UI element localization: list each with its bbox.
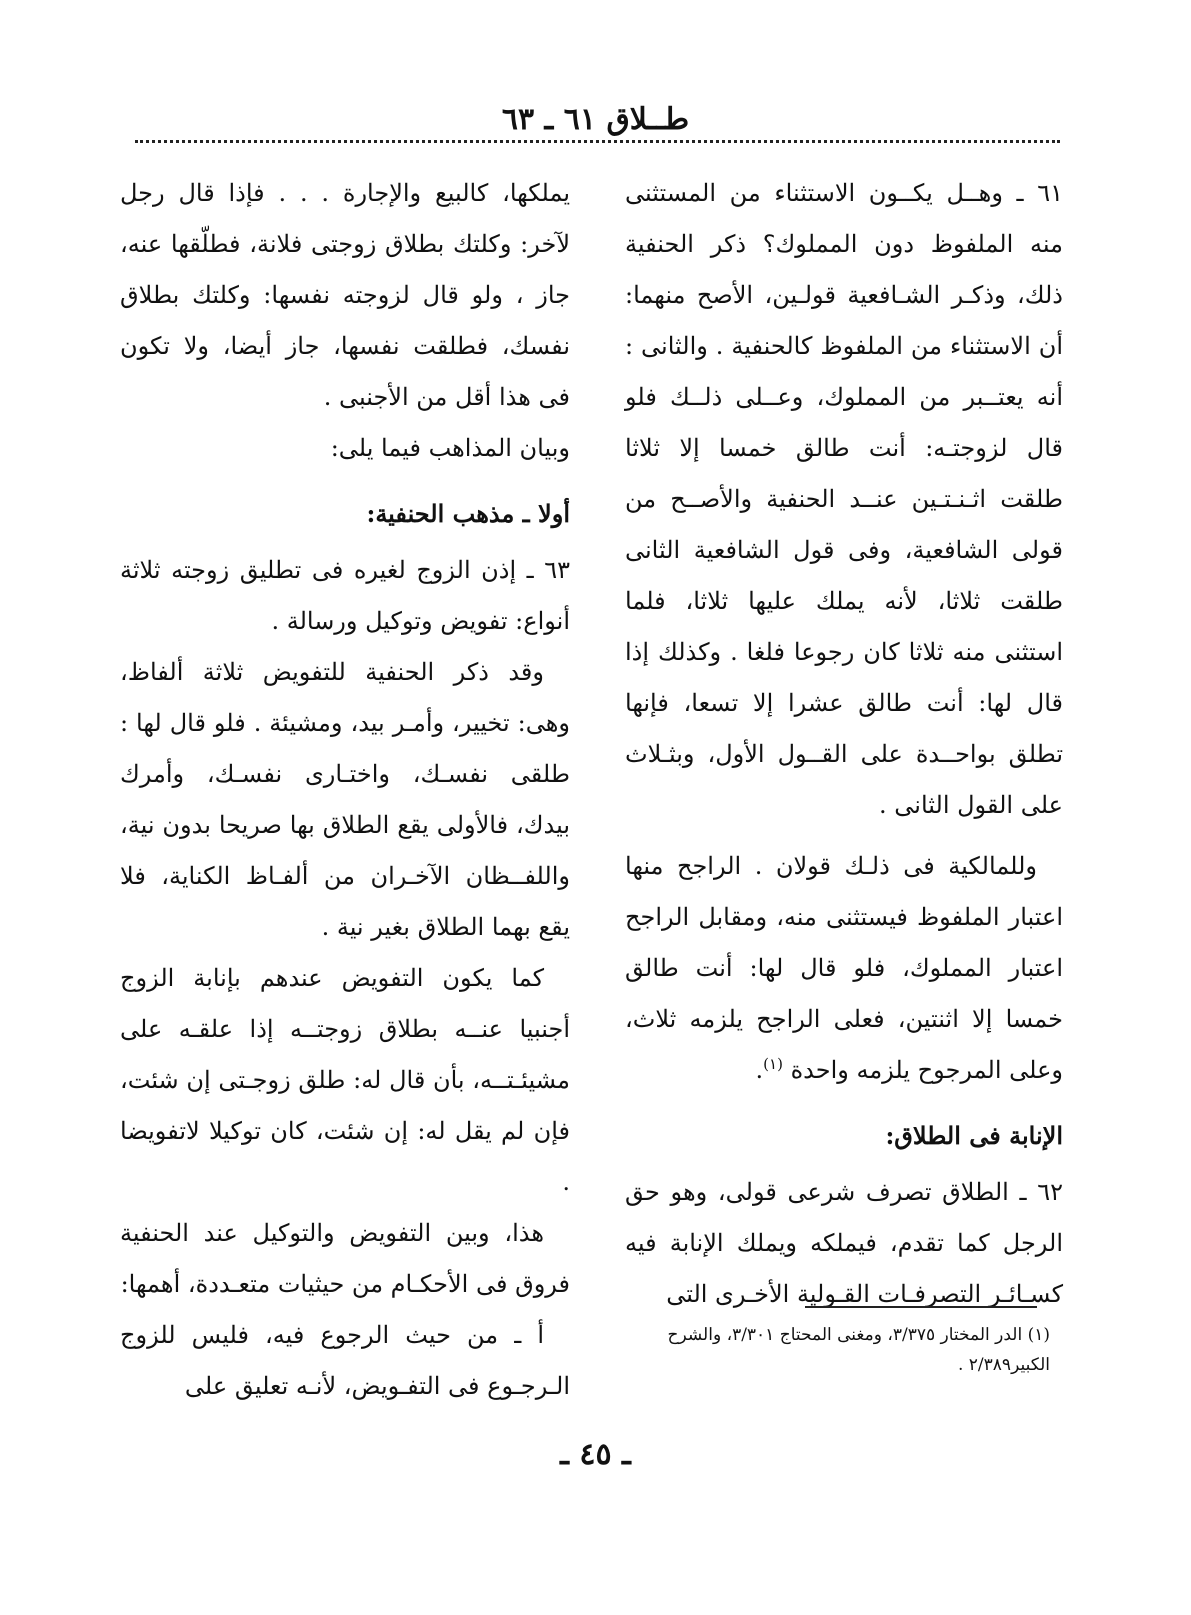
text-line: لآخر: وكلتك بطلاق زوجتى فلانة، فطلّقها	[170, 230, 570, 258]
text-line: أنواع: تفويض وتوكيل ورسالة .	[271, 607, 570, 635]
text-line: ٦٢ ـ الطلاق تصرف شرعى قولى، وهو حق	[625, 1178, 1063, 1206]
paragraph-61	[625, 168, 1063, 831]
text-line: بواحــدة على القــول الأول، وبثـلاث على	[625, 740, 1063, 819]
text-line: كما يكون التفويض عندهم بإنابة الزوج	[120, 964, 544, 992]
text-line: أجنبيا عنــه بطلاق زوجتــه إذا علقـه على	[120, 1015, 570, 1043]
header-dotted-divider	[135, 140, 1060, 143]
text-line: المرجوح يلزمه واحدة	[790, 1056, 1002, 1084]
text-line: مشيئـتــه، بأن قال له: طلق زوجـتى إن	[186, 1066, 570, 1094]
text-line: وللمالكية فى ذلـك قولان . الراجح منها	[625, 852, 1037, 880]
text-line: بطلاق نفسك، فطلقت نفسها، جاز أيضا،	[120, 281, 571, 360]
text-line: وذكـر الشـافعية قولـين، الأصح منهما: أن	[625, 281, 1064, 360]
text-line: بدون نية، واللفــظان الآخـران من ألفـاظ	[120, 811, 570, 890]
text-line: منه الملفوظ دون المملوك؟ ذكر الحنفية ذلك،	[625, 230, 1063, 309]
text-line: الكناية، فلا يقع بهما الطلاق بغير نية .	[120, 862, 570, 941]
footnote-line: الكبير٢/٣٨٩ .	[957, 1355, 1050, 1375]
text-line: اعتبار الملفوظ فيستثنى منه، ومقابل الراجح	[625, 903, 1063, 931]
section-heading-delegation: الإنابة فى الطلاق:	[885, 1121, 1063, 1150]
text-line: فروق فى الأحكـام من حيثيات متعـددة،	[187, 1270, 570, 1298]
text-line: لها : طلقى نفسـك، واختـارى نفسـك،	[120, 709, 570, 788]
text-line: أهمها:	[120, 1270, 181, 1298]
paragraph-tafwid-terms	[120, 647, 570, 953]
paragraph-malikiya: وللمالكية فى ذلـك قولان . الراجح منها اعتبار الملفوظ فيستثنى منه، ومقابل الراجح اعتبار المملوك، فلو قال لها: أنت طالق خمسا إلا اثنتين، فعلى الراجح يلزمه ثلاث، وعلى المرجوح يلزمه واحدة $^{(١)}$.	[625, 852, 1063, 1084]
text-line: شئت، فإن لم يقل له: إن شئت، كان توكيلا	[120, 1066, 570, 1145]
page-header: طــلاق ٦١ ـ ٦٣	[501, 102, 690, 137]
text-line: ٦٣ ـ إذن الزوج لغيره فى تطليق زوجته ثلاثة	[120, 556, 570, 584]
paragraph-62	[625, 1167, 1063, 1320]
page-number: ـ ٤٥ ـ	[560, 1437, 631, 1472]
text-line: اعتبار المملوك، فلو قال لها: أنت طالق خمسا	[625, 954, 1063, 1033]
text-line: أ ـ من حيث الرجوع فيه، فليس للزوج	[120, 1321, 544, 1349]
text-line: لاتفويضا .	[120, 1117, 570, 1196]
paragraph-madhahib: وبيان المذاهب فيما يلى:	[330, 434, 570, 462]
paragraph-continuation	[120, 168, 570, 423]
paragraph-63	[120, 545, 570, 647]
text-line: ولا تكون فى هذا أقل من الأجنبى .	[120, 332, 570, 411]
section-heading-hanafiya: أولا ـ مذهب الحنفية:	[366, 499, 570, 528]
text-line: كسـائـر التصرفـات القـولية الأخـرى التى	[666, 1280, 1063, 1308]
left-column	[120, 168, 570, 1412]
text-line: عنه، جاز ، ولو قال لزوجته نفسها: وكلتك	[120, 230, 570, 309]
text-line: يملكها، كالبيع والإجارة . . . فإذا قال رجل	[120, 179, 570, 207]
text-line: لزوجتـه: أنت طالق خمسا إلا ثلاثا طلقت	[625, 434, 1063, 513]
text-line: اثـنـتـين عنــد الحنفية والأصــح من قولى	[625, 485, 1063, 564]
text-line: وأمرك بيدك، فالأولى يقع الطلاق بها صريحا	[120, 760, 571, 839]
text-line: لها: أنت طالق عشرا إلا تسعا، فإنها تطلق	[625, 689, 1063, 768]
footnote-line: (١) الدر المختار ٣/٣٧٥، ومغنى المحتاج ٣/٣٠١، والشرح	[667, 1325, 1050, 1345]
text-line: ٦١ ـ وهــل يكــون الاستثناء من المستثنى	[625, 179, 1063, 207]
text-line: القول الثانى .	[879, 791, 1014, 819]
text-line: وقد ذكر الحنفية للتفويض ثلاثة ألفاظ،	[120, 658, 544, 686]
text-line: ثلاثا، لأنه يملك عليها ثلاثا، فلما استثنى	[625, 587, 1063, 666]
text-line: الرجل كما تقدم، فيملكه ويملك الإنابة فيه	[625, 1229, 1063, 1257]
right-column	[625, 168, 1063, 1320]
text-line: الاستثناء من الملفوظ كالحنفية . والثانى : أنه	[625, 332, 1063, 411]
text-line: منه ثلاثا كان رجوعا فلغا . وكذلك إذا قال	[625, 638, 1063, 717]
text-line: إلا اثنتين، فعلى الراجح يلزمه ثلاث، وعلى	[625, 1005, 1063, 1084]
text-line: الـرجـوع فى التفـويض، لأنـه تعليق على	[184, 1372, 570, 1400]
paragraph-tafwid-foreigner	[120, 953, 570, 1208]
text-line: يعتــبر من المملوك، وعــلى ذلــك فلو قال	[625, 383, 1063, 462]
text-line: الشافعية، وفى قول الشافعية الثانى طلقت	[625, 536, 1063, 615]
text-line: هذا، وبين التفويض والتوكيل عند الحنفية	[120, 1219, 544, 1247]
paragraph-point-a	[120, 1310, 570, 1412]
footnote	[610, 1320, 1050, 1380]
text-line: وهى: تخيير، وأمـر بيد، ومشيئة . فلو قال	[169, 709, 570, 737]
paragraph-differences	[120, 1208, 570, 1310]
footnote-reference[interactable]: (١)	[763, 1055, 783, 1073]
footnote-divider	[805, 1306, 1037, 1308]
